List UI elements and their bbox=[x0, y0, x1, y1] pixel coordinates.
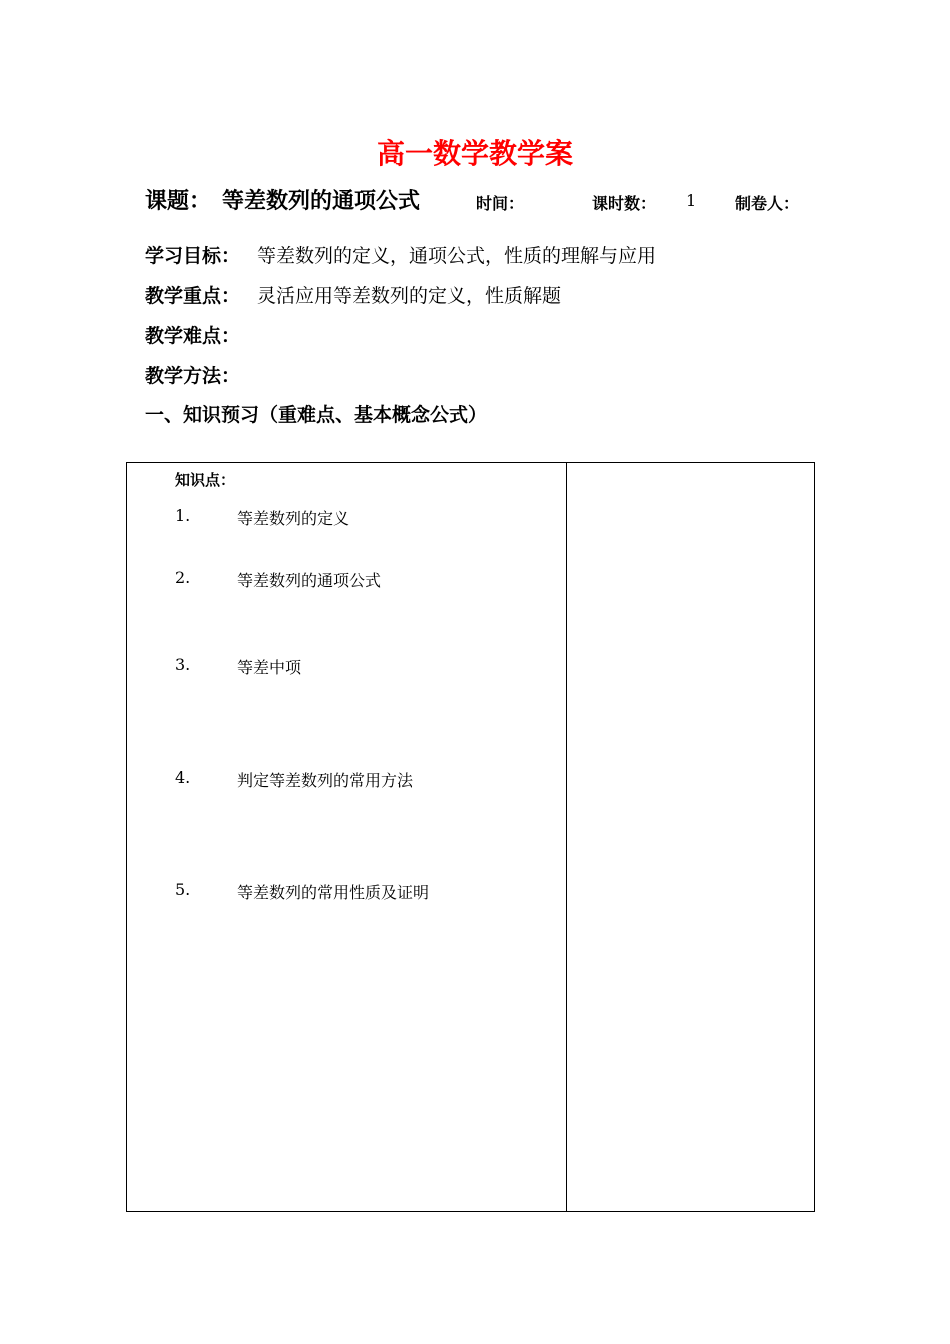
item-number: 5. bbox=[175, 880, 191, 899]
author-label: 制卷人： bbox=[735, 194, 800, 213]
key-point-value: 灵活应用等差数列的定义，性质解题 bbox=[257, 285, 562, 307]
document-title: 高一数学教学案 bbox=[376, 137, 573, 170]
item-number: 3. bbox=[175, 655, 191, 674]
item-text: 等差数列的定义 bbox=[237, 509, 350, 528]
objective-value: 等差数列的定义，通项公式，性质的理解与应用 bbox=[257, 245, 657, 267]
hours-value: 1 bbox=[686, 191, 697, 210]
objective-label: 学习目标： bbox=[145, 245, 241, 267]
topic-value: 等差数列的通项公式 bbox=[222, 189, 421, 214]
item-number: 1. bbox=[175, 506, 191, 525]
section-heading: 一、知识预习（重难点、基本概念公式） bbox=[145, 404, 488, 426]
item-number: 2. bbox=[175, 568, 191, 587]
time-label: 时间： bbox=[476, 194, 525, 213]
difficulty-label: 教学难点： bbox=[145, 325, 241, 347]
item-text: 等差中项 bbox=[237, 658, 302, 677]
item-number: 4. bbox=[175, 768, 191, 787]
item-text: 等差数列的通项公式 bbox=[237, 571, 382, 590]
column-divider bbox=[566, 463, 567, 1211]
item-text: 等差数列的常用性质及证明 bbox=[237, 883, 430, 902]
topic-label: 课题： bbox=[145, 189, 212, 214]
knowledge-table bbox=[126, 462, 815, 1212]
hours-label: 课时数： bbox=[592, 194, 657, 213]
knowledge-title: 知识点： bbox=[175, 471, 236, 489]
method-label: 教学方法： bbox=[145, 365, 241, 387]
item-text: 判定等差数列的常用方法 bbox=[237, 771, 414, 790]
key-point-label: 教学重点： bbox=[145, 285, 241, 307]
